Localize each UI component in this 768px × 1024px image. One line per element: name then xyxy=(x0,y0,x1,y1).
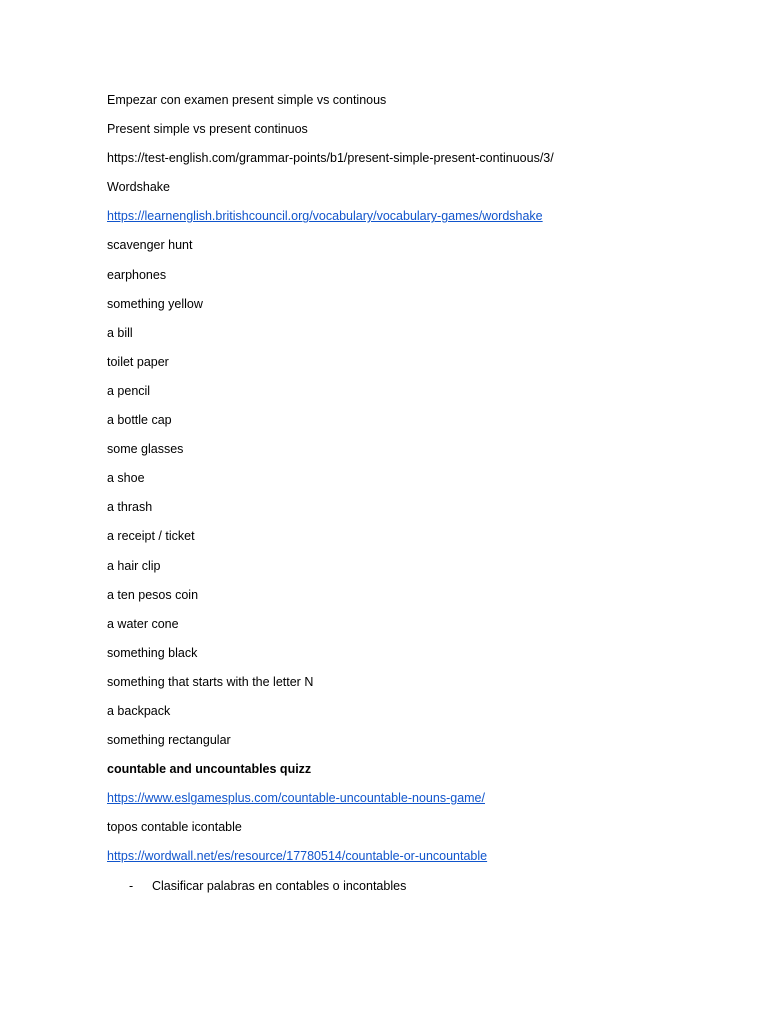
list-item: a shoe xyxy=(107,471,145,486)
list-item: some glasses xyxy=(107,442,184,457)
bullet-dash-icon: - xyxy=(129,878,134,893)
list-item: a hair clip xyxy=(107,558,161,573)
line-wordshake-heading: Wordshake xyxy=(107,180,170,195)
line-wordwall-link-row xyxy=(107,847,707,876)
wordwall-link[interactable]: https://wordwall.net/es/resource/17780514/countable-or-uncountable xyxy=(107,849,488,864)
bullet-text: Clasificar palabras en contables o incontables xyxy=(152,878,407,893)
line-exam-note: Empezar con examen present simple vs continous xyxy=(107,93,387,107)
line-eslgamesplus-link-row xyxy=(107,789,707,818)
document-body xyxy=(107,91,707,906)
list-item: a ten pesos coin xyxy=(107,587,199,602)
list-item: a receipt / ticket xyxy=(107,529,195,544)
list-item: toilet paper xyxy=(107,354,169,369)
line-wordshake-link-row xyxy=(107,207,707,236)
bullet-item xyxy=(107,877,707,906)
list-item: a bill xyxy=(107,325,133,340)
line-topos-note: topos contable icontable xyxy=(107,820,242,835)
list-item: something rectangular xyxy=(107,733,231,748)
line-quiz-heading: countable and uncountables quizz xyxy=(107,762,312,777)
line-present-simple-topic: Present simple vs present continuos xyxy=(107,122,308,137)
line-scavenger-hunt: scavenger hunt xyxy=(107,238,193,253)
list-item: a backpack xyxy=(107,703,171,718)
list-item: a bottle cap xyxy=(107,413,172,428)
line-test-english-url: https://test-english.com/grammar-points/b1/present-simple-present-continuous/3/ xyxy=(107,151,554,166)
wordshake-link[interactable]: https://learnenglish.britishcouncil.org/vocabulary/vocabulary-games/wordshake xyxy=(107,209,543,224)
list-item: something that starts with the letter N xyxy=(107,674,314,689)
list-item: a water cone xyxy=(107,616,179,631)
list-item: something black xyxy=(107,645,198,660)
list-item: a thrash xyxy=(107,500,153,515)
list-item: earphones xyxy=(107,267,167,282)
list-item: something yellow xyxy=(107,296,203,311)
eslgamesplus-link[interactable]: https://www.eslgamesplus.com/countable-uncountable-nouns-game/ xyxy=(107,791,485,806)
list-item: a pencil xyxy=(107,383,151,398)
